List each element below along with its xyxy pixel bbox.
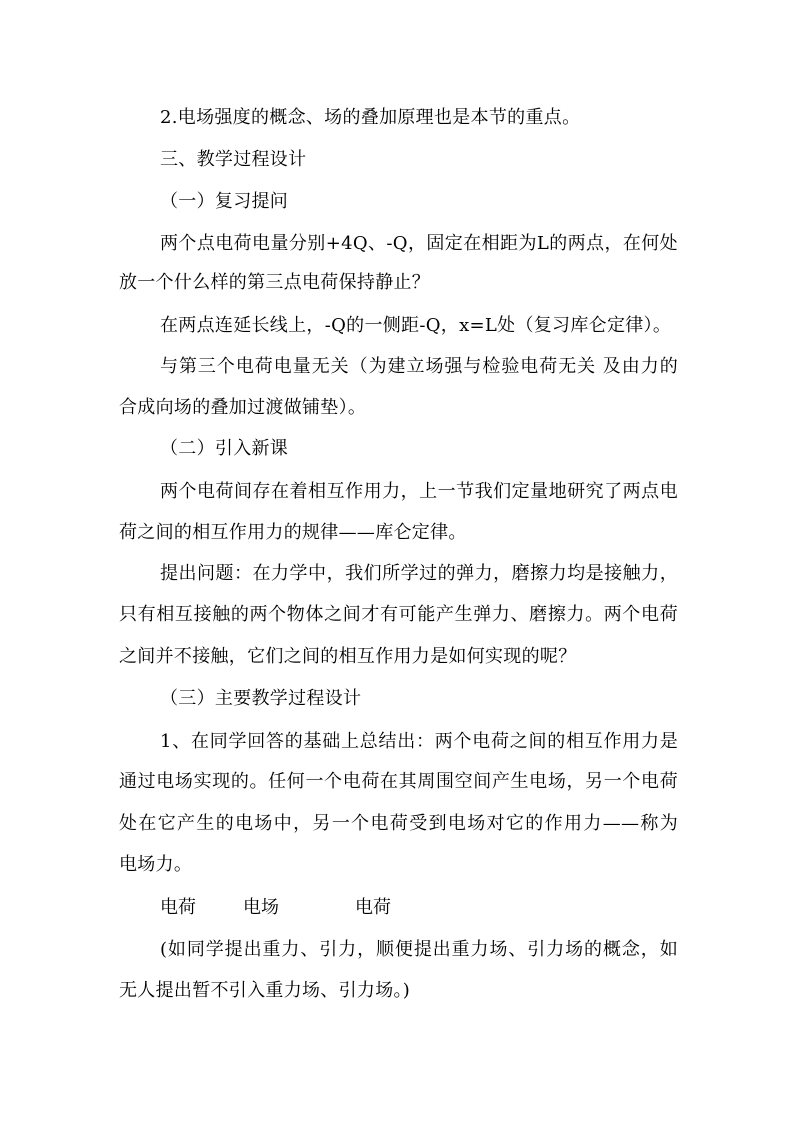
paragraph-line: 两个电荷间存在着相互作用力，上一节我们定量地研究了两点电	[160, 481, 678, 502]
subsection-heading-2: （二）引入新课	[160, 438, 289, 459]
paragraph-line: 合成向场的叠加过渡做铺垫）。	[119, 397, 367, 418]
paragraph-key-points: 2.电场强度的概念、场的叠加原理也是本节的重点。	[160, 107, 581, 128]
paragraph-line: 放一个什么样的第三点电荷保持静止？	[119, 272, 431, 293]
subsection-heading-3: （三）主要教学过程设计	[160, 688, 362, 709]
diagram-label-charge-2: 电荷	[355, 897, 391, 918]
paragraph-line: 与第三个电荷电量无关（为建立场强与检验电荷无关 及由力的	[160, 356, 678, 377]
paragraph-line: 两个点电荷电量分别+4Q、-Q，固定在相距为L的两点，在何处	[160, 233, 678, 254]
paragraph-line: 在两点连延长线上，-Q的一侧距-Q，x=L处（复习库仑定律）。	[160, 315, 672, 336]
section-heading-3: 三、教学过程设计	[160, 149, 307, 170]
paragraph-line: 无人提出暂不引入重力场、引力场。)	[119, 980, 411, 1001]
paragraph-line: 只有相互接触的两个物体之间才有可能产生弹力、磨擦力。两个电荷	[119, 604, 678, 625]
paragraph-line: 荷之间的相互作用力的规律——库仑定律。	[119, 522, 467, 543]
paragraph-line: 电场力。	[119, 854, 193, 875]
subsection-heading-1: （一）复习提问	[160, 191, 289, 212]
paragraph-line: 通过电场实现的。任何一个电荷在其周围空间产生电场，另一个电荷	[119, 771, 678, 792]
paragraph-line: (如同学提出重力、引力，顺便提出重力场、引力场的概念，如	[160, 939, 678, 960]
paragraph-line: 提出问题：在力学中，我们所学过的弹力，磨擦力均是接触力，	[160, 563, 678, 584]
paragraph-line: 之间并不接触，它们之间的相互作用力是如何实现的呢？	[119, 646, 577, 667]
diagram-label-charge-1: 电荷	[160, 897, 196, 918]
diagram-label-field: 电场	[243, 897, 279, 918]
paragraph-line: 处在它产生的电场中，另一个电荷受到电场对它的作用力——称为	[119, 813, 678, 834]
paragraph-line: 1、在同学回答的基础上总结出：两个电荷之间的相互作用力是	[160, 731, 678, 752]
